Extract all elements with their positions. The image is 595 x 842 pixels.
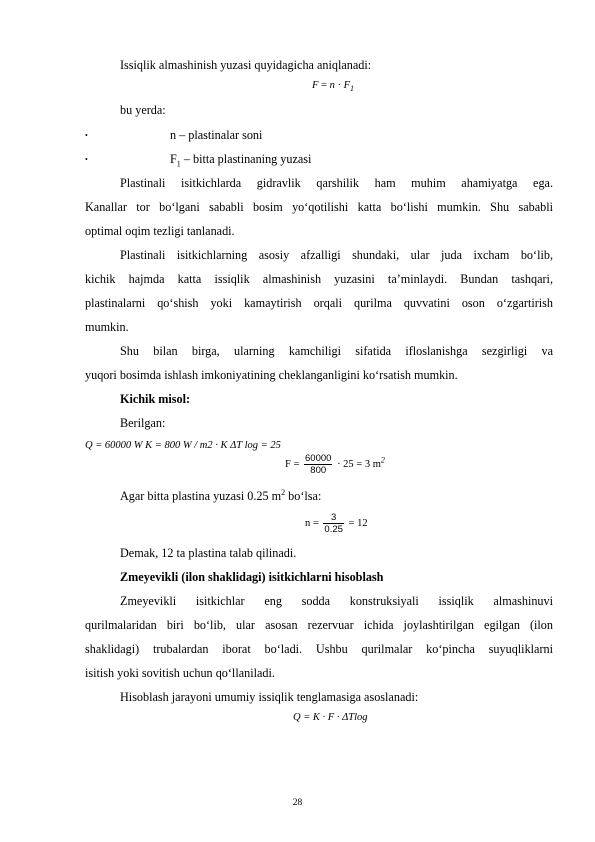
formula-symbol: F (312, 80, 319, 91)
intro-text: Issiqlik almashinish yuzasi quyidagicha aniqlanadi: (120, 58, 372, 72)
fraction (323, 512, 344, 535)
fraction-numerator: 3 (323, 512, 344, 524)
page-number: 28 (292, 798, 303, 808)
bullet-item: n – plastinalar soni (170, 128, 263, 142)
bullet-item (170, 152, 311, 167)
formula-symbol: · (334, 80, 344, 91)
formula-superscript: 2 (380, 455, 385, 465)
formula-symbol: = (318, 80, 330, 91)
paragraph-line: shaklidagi) trubalardan iborat bo‘ladi. Ushbu qurilmalar ko‘pincha suyuqliklarni (85, 642, 553, 656)
paragraph-line: optimal oqim tezligi tanlanadi. (85, 224, 235, 238)
paragraph-line: yuqori bosimda ishlash imkoniyatining cheklanganligini ko‘rsatish mumkin. (85, 368, 458, 382)
paragraph-line: qurilmalaridan biri bo‘lib, ular asosan rezervuar ichida joylashtirilgan egilgan (ilon (85, 618, 553, 632)
formula-Q: Q = K · F · ΔTlog (293, 712, 368, 723)
plate-area-before: Agar bitta plastina yuzasi 0.25 m (120, 489, 282, 503)
bullet-icon: • (85, 131, 88, 140)
paragraph-line: kichik hajmda katta issiqlik almashinish yuzasini ta’minlaydi. Bundan tashqari, (85, 272, 553, 286)
paragraph-line: isitish yoki sovitish uchun qo‘llaniladi. (85, 666, 275, 680)
paragraph-line: Shu bilan birga, ularning kamchiligi sifatida ifloslanishga sezgirligi va (120, 344, 553, 358)
paragraph-line: plastinalarni qo‘shish yoki kamaytirish orqali qurilma quvvatini oson o‘zgartirish (85, 296, 553, 310)
section-title: Zmeyevikli (ilon shaklidagi) isitkichlarni hisoblash (120, 570, 384, 584)
fraction-denominator: 800 (310, 465, 327, 476)
paragraph-line: Hisoblash jarayoni umumiy issiqlik tenglamasiga asoslanadi: (120, 690, 419, 704)
plate-area-after: bo‘lsa: (285, 489, 322, 503)
bu-yerda-text: bu yerda: (120, 103, 166, 117)
formula-symbol: = 12 (345, 517, 368, 529)
bullet-item-subscript: 1 (176, 159, 181, 169)
formula-symbol: · 25 = 3 m (334, 458, 381, 470)
bullet-item-text: – bitta plastinaning yuzasi (180, 152, 312, 166)
bullet-item-prefix: F (170, 152, 177, 166)
formula-symbol: F = (285, 458, 303, 470)
fraction-numerator: 60000 (305, 453, 332, 464)
formula-subscript: 1 (350, 84, 355, 94)
fraction (304, 453, 332, 476)
formula-area (312, 79, 354, 92)
formula-symbol: n (329, 80, 335, 91)
paragraph-line: mumkin. (85, 320, 129, 334)
formula-symbol: F (343, 80, 351, 91)
paragraph-line: Zmeyevikli isitkichlar eng sodda konstruksiyali issiqlik almashinuvi (120, 594, 553, 608)
given-label: Berilgan: (120, 416, 166, 430)
formula-symbol: n = (305, 517, 322, 529)
paragraph-line: Plastinali isitkichlarda gidravlik qarshilik ham muhim ahamiyatga ega. (120, 176, 553, 190)
given-formula: Q = 60000 W K = 800 W / m2 · K ΔT log = 25 (85, 440, 281, 451)
formula-F (285, 453, 385, 476)
fraction-denominator: 0.25 (324, 524, 343, 535)
conclusion-text: Demak, 12 ta plastina talab qilinadi. (120, 546, 297, 560)
plate-area-text (120, 489, 321, 504)
example-title: Kichik misol: (120, 392, 191, 406)
bullet-icon: • (85, 155, 88, 164)
plate-area-superscript: 2 (281, 487, 286, 497)
formula-n (305, 512, 368, 535)
paragraph-line: Kanallar tor bo‘lgani sababli bosim yo‘qotilishi katta bo‘lishi mumkin. Shu sababli (85, 200, 553, 214)
paragraph-line: Plastinali isitkichlarning asosiy afzalligi shundaki, ular juda ixcham bo‘lib, (120, 248, 553, 262)
